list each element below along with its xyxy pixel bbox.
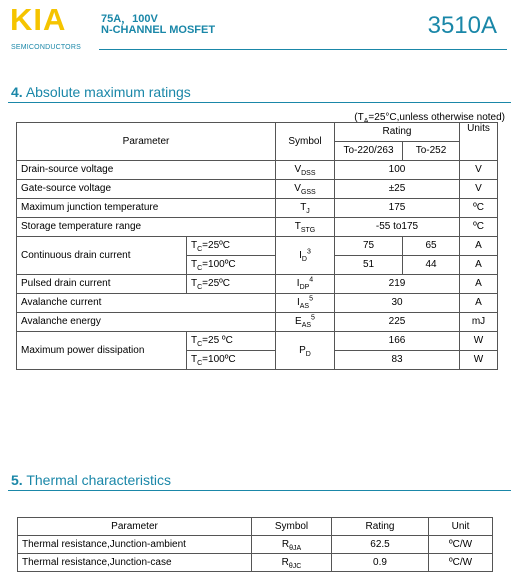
unit-cell: A — [460, 294, 498, 313]
param-cell: Thermal resistance,Junction-ambient — [18, 536, 252, 554]
symbol-cell: $V_{GSS}$ — [276, 180, 335, 199]
conditions-note: ($T_A=25^\circ C,unless$ otherwise noted) — [354, 112, 505, 125]
table-header-row — [17, 123, 498, 142]
section-4-title — [11, 84, 191, 100]
symbol-cell: $P_D$ — [276, 332, 335, 370]
company-logo: KIA — [10, 2, 67, 37]
unit-cell: A — [460, 256, 498, 275]
value-cell: 219 — [335, 275, 460, 294]
value-cell: 51 — [335, 256, 403, 275]
logo-subtitle: SEMICONDUCTORS — [11, 44, 81, 51]
header-device-type: N-CHANNEL MOSFET — [101, 24, 216, 36]
absolute-max-ratings-table — [16, 122, 498, 370]
symbol-cell: $I_D^3$ — [276, 237, 335, 275]
section-5-number: 5. — [11, 472, 23, 488]
part-number: 3510A — [427, 12, 497, 39]
header-units: Units — [460, 123, 498, 161]
section-5-title — [11, 472, 171, 488]
header-rating: Rating — [335, 123, 460, 142]
unit-cell: V — [460, 180, 498, 199]
param-cell: Thermal resistance,Junction-case — [18, 554, 252, 572]
unit-cell: V — [460, 161, 498, 180]
section-4-label: Absolute maximum ratings — [25, 84, 191, 100]
section-4-number: 4. — [11, 84, 23, 100]
param-cell: Gate-source voltage — [17, 180, 276, 199]
unit-cell: ºC/W — [429, 536, 493, 554]
section-4-divider — [8, 102, 511, 103]
unit-cell: W — [460, 351, 498, 370]
thermal-characteristics-table — [17, 517, 493, 572]
table-row — [17, 275, 498, 294]
symbol-cell: $I_{DP}^4$ — [276, 275, 335, 294]
param-cell: Avalanche current — [17, 294, 276, 313]
value-cell: 44 — [403, 256, 460, 275]
symbol-cell: $R_{\theta JA}$ — [252, 536, 332, 554]
unit-cell: ºC/W — [429, 554, 493, 572]
table-row — [17, 161, 498, 180]
header-symbol: Symbol — [252, 518, 332, 536]
param-cell: Maximum junction temperature — [17, 199, 276, 218]
symbol-cell: $R_{\theta JC}$ — [252, 554, 332, 572]
value-cell: 100 — [335, 161, 460, 180]
table-row — [17, 199, 498, 218]
value-cell: 225 — [335, 313, 460, 332]
table-header-row — [18, 518, 493, 536]
symbol-cell: $T_J$ — [276, 199, 335, 218]
table-row — [17, 332, 498, 351]
section-5-label: Thermal characteristics — [26, 472, 172, 488]
unit-cell: ºC — [460, 199, 498, 218]
value-cell: 0.9 — [332, 554, 429, 572]
header-package-1: To-220/263 — [335, 142, 403, 161]
table-row — [17, 218, 498, 237]
unit-cell: W — [460, 332, 498, 351]
value-cell: 75 — [335, 237, 403, 256]
symbol-cell: $V_{DSS}$ — [276, 161, 335, 180]
header-parameter: Parameter — [17, 123, 276, 161]
condition-cell: $T_C=25$ ºC — [187, 332, 276, 351]
condition-cell: $T_C=100ºC$ — [187, 351, 276, 370]
value-cell: 62.5 — [332, 536, 429, 554]
param-cell: Avalanche energy — [17, 313, 276, 332]
unit-cell: A — [460, 275, 498, 294]
header-rating: Rating — [332, 518, 429, 536]
condition-cell: $T_C=25ºC$ — [187, 275, 276, 294]
symbol-cell: $T_{STG}$ — [276, 218, 335, 237]
condition-cell: $T_C=100ºC$ — [187, 256, 276, 275]
table-row — [17, 180, 498, 199]
unit-cell: A — [460, 237, 498, 256]
header-unit: Unit — [429, 518, 493, 536]
param-cell: Maximum power dissipation — [17, 332, 187, 370]
value-cell: 65 — [403, 237, 460, 256]
value-cell: 175 — [335, 199, 460, 218]
header-parameter: Parameter — [18, 518, 252, 536]
header-package-2: To-252 — [403, 142, 460, 161]
header-rating: 75A，100V — [101, 13, 158, 25]
value-cell: 30 — [335, 294, 460, 313]
param-cell: Continuous drain current — [17, 237, 187, 275]
unit-cell: ºC — [460, 218, 498, 237]
value-cell: ±25 — [335, 180, 460, 199]
param-cell: Pulsed drain current — [17, 275, 187, 294]
symbol-cell: $I_{AS}^5$ — [276, 294, 335, 313]
condition-cell: $T_C=25ºC$ — [187, 237, 276, 256]
value-cell: -55 to175 — [335, 218, 460, 237]
param-cell: Drain-source voltage — [17, 161, 276, 180]
param-cell: Storage temperature range — [17, 218, 276, 237]
unit-cell: mJ — [460, 313, 498, 332]
value-cell: 166 — [335, 332, 460, 351]
table-row — [17, 237, 498, 256]
table-row — [18, 554, 493, 572]
table-row — [17, 313, 498, 332]
header-divider — [99, 49, 507, 50]
symbol-cell: $E_{AS}^5$ — [276, 313, 335, 332]
value-cell: 83 — [335, 351, 460, 370]
header-symbol: Symbol — [276, 123, 335, 161]
table-row — [17, 294, 498, 313]
section-5-divider — [8, 490, 511, 491]
table-row — [18, 536, 493, 554]
